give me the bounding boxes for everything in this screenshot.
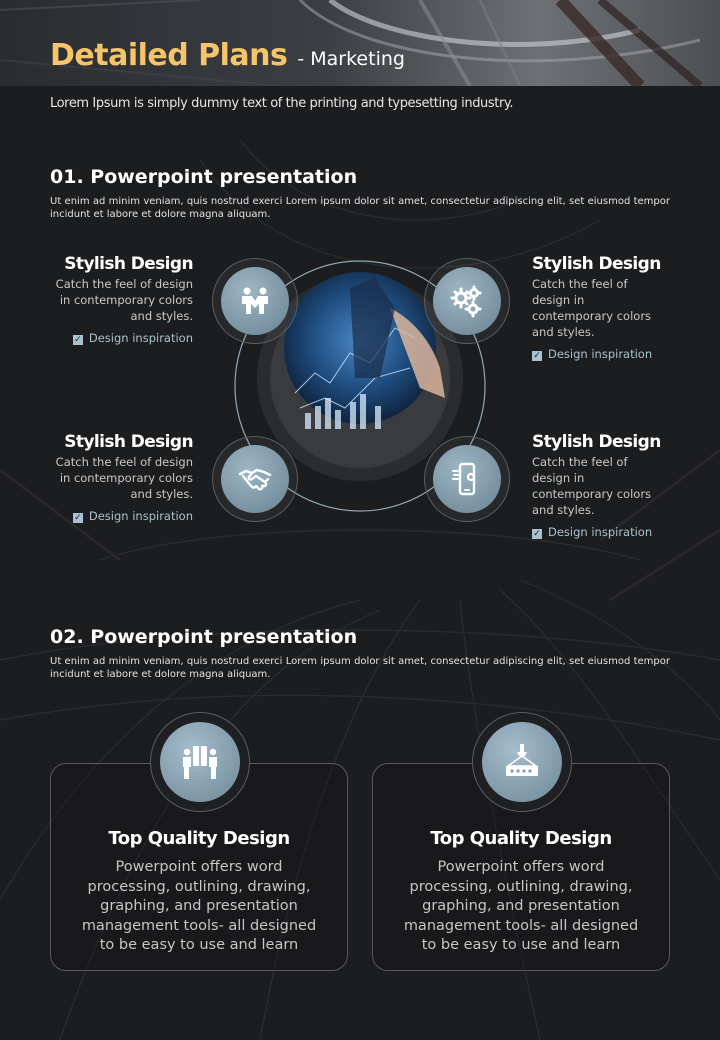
card-title: Top Quality Design (108, 828, 290, 849)
feature-body: Catch the feel of design in contemporary colors and styles. (532, 277, 652, 339)
page-title (50, 38, 405, 73)
feature-top-left (43, 254, 193, 345)
feature-check-label: Design inspiration (548, 525, 653, 539)
crane-icon-ring (472, 712, 572, 812)
card-body: Powerpoint offers word processing, outlining, drawing, graphing, and presentation management tools- all designed to be easy to use and learn (403, 859, 639, 953)
crane-icon (502, 742, 542, 782)
section-2-title: 02. Powerpoint presentation (50, 626, 358, 648)
feature-title: Stylish Design (64, 432, 193, 452)
feature-check-label: Design inspiration (88, 509, 193, 523)
feature-check-label: Design inspiration (88, 331, 193, 345)
checkbox-icon: ✓ (74, 513, 82, 523)
title-text: Detailed Plans (50, 38, 288, 73)
card-body: Powerpoint offers word processing, outlining, drawing, graphing, and presentation management tools- all designed to be easy to use and learn (81, 859, 317, 953)
lead-text: Lorem Ipsum is simply dummy text of the printing and typesetting industry. (50, 96, 514, 111)
gears-icon (450, 284, 484, 318)
feature-top-right (532, 254, 682, 361)
mobile-settings-icon (450, 462, 484, 496)
checkbox-icon: ✓ (74, 335, 82, 345)
handshake-icon (238, 462, 272, 496)
feature-body: Catch the feel of design in contemporary colors and styles. (55, 277, 193, 323)
checkbox-icon: ✓ (533, 351, 541, 361)
feature-title: Stylish Design (532, 254, 661, 274)
movers-icon (180, 742, 220, 782)
section-2-body: Ut enim ad minim veniam, quis nostrud exerci Lorem ipsum dolor sit amet, consectetur adipiscing elit, set eiusmod tempor incidunt et labore et dolore magna aliquam. (50, 656, 670, 680)
team-icon-ring (212, 258, 298, 344)
mobile-settings-icon-ring (424, 436, 510, 522)
handshake-icon-ring (212, 436, 298, 522)
feature-body: Catch the feel of design in contemporary colors and styles. (55, 455, 193, 501)
feature-title: Stylish Design (64, 254, 193, 274)
feature-check (532, 525, 682, 539)
movers-icon-ring (150, 712, 250, 812)
feature-check (532, 347, 682, 361)
feature-title: Stylish Design (532, 432, 661, 452)
feature-check-label: Design inspiration (548, 347, 653, 361)
hero-banner (0, 0, 720, 86)
section-1-title: 01. Powerpoint presentation (50, 166, 358, 188)
feature-check (43, 331, 193, 345)
feature-body: Catch the feel of design in contemporary colors and styles. (532, 455, 652, 517)
gears-icon-ring (424, 258, 510, 344)
feature-bottom-left (43, 432, 193, 523)
feature-check (43, 509, 193, 523)
team-icon (238, 284, 272, 318)
card-title: Top Quality Design (430, 828, 612, 849)
checkbox-icon: ✓ (533, 529, 541, 539)
subtitle-text: - Marketing (297, 48, 405, 70)
section-1-body: Ut enim ad minim veniam, quis nostrud exerci Lorem ipsum dolor sit amet, consectetur adipiscing elit, set eiusmod tempor incidunt et labore et dolore magna aliquam. (50, 196, 670, 220)
feature-bottom-right (532, 432, 682, 539)
